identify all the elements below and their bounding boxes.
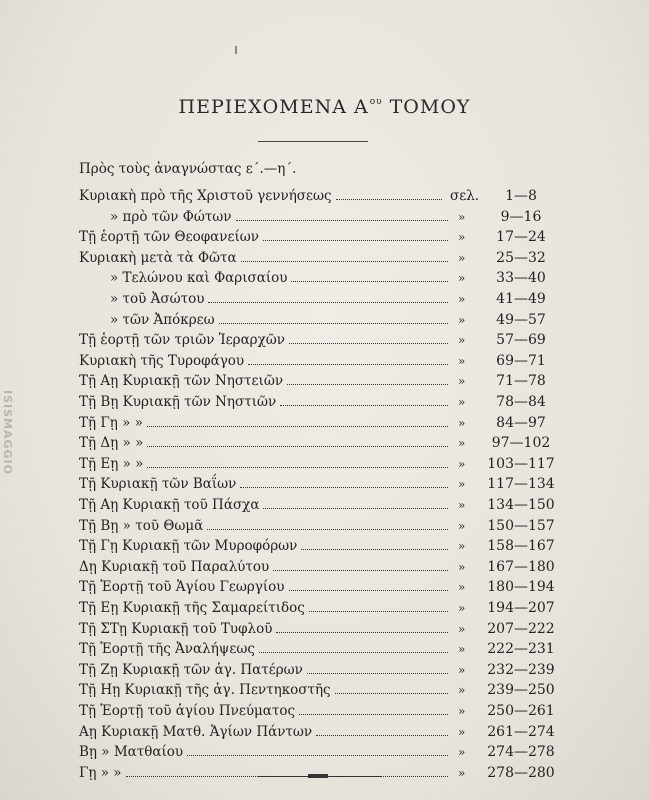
- ditto-mark: »: [458, 456, 466, 471]
- toc-entry: [0, 474, 649, 494]
- dot-leader: [241, 261, 448, 262]
- dot-leader: [276, 632, 448, 633]
- toc-entry: [0, 413, 649, 433]
- ditto-mark: »: [458, 333, 466, 348]
- page-range: 17—24: [496, 229, 546, 246]
- page-range: 33—40: [496, 270, 546, 287]
- ditto-mark: »: [458, 539, 466, 554]
- dot-leader: [248, 364, 448, 365]
- page-range: 97—102: [491, 435, 551, 452]
- toc-entry-title: Τῇ Αῃ Κυριακῇ τῶν Νηστειῶν: [79, 373, 284, 390]
- toc-entry-title: Τῇ Εῃ » »: [79, 455, 144, 472]
- dot-leader: [236, 220, 448, 221]
- title-main: ΠΕΡΙΕΧΟΜΕΝΑ Α: [178, 96, 369, 118]
- page-range: 25—32: [496, 249, 546, 266]
- toc-entry: [0, 536, 649, 556]
- page-range: 261—274: [487, 723, 555, 740]
- ditto-mark: »: [458, 683, 466, 698]
- page-range: 117—134: [487, 476, 555, 493]
- toc-entry: [0, 248, 649, 268]
- toc-entry: [0, 454, 649, 474]
- ditto-mark: »: [458, 580, 466, 595]
- dot-leader: [147, 467, 448, 468]
- toc-entry-title: » πρὸ τῶν Φώτων: [110, 208, 232, 225]
- dot-leader: [147, 446, 448, 447]
- page-range: 78—84: [496, 394, 546, 410]
- toc-entry-title: » Τελώνου καὶ Φαρισαίου: [110, 270, 288, 287]
- dot-leader: [307, 673, 448, 674]
- dot-leader: [316, 735, 448, 736]
- page-range: 180—194: [487, 579, 555, 596]
- toc-entry-title: Τῇ Ἑορτῇ τῆς Ἀναλήψεως: [79, 641, 255, 658]
- toc-entry: [0, 207, 649, 227]
- dot-leader: [240, 487, 448, 488]
- ditto-mark: »: [458, 642, 466, 657]
- toc-entry: [0, 268, 649, 288]
- dot-leader: [280, 405, 448, 406]
- ditto-mark: »: [458, 292, 466, 306]
- dot-leader: [147, 426, 448, 427]
- toc-entry-title: Τῇ Ἑορτῇ τοῦ Ἁγίου Γεωργίου: [79, 579, 285, 596]
- toc-entry-title: Γῃ » »: [79, 764, 122, 781]
- dot-leader: [263, 508, 448, 509]
- toc-entry: [0, 289, 649, 309]
- toc-entry-title: Δῃ Κυριακῇ τοῦ Παραλύτου: [79, 558, 270, 575]
- page-range: 103—117: [487, 455, 555, 472]
- ditto-mark: »: [458, 395, 466, 409]
- library-stamp: ISISMAGGIO: [1, 390, 14, 475]
- bottom-ornament-center: [308, 774, 328, 778]
- dot-leader: [273, 570, 448, 571]
- dot-leader: [301, 549, 448, 550]
- ditto-mark: »: [458, 662, 466, 677]
- toc-entry: [0, 660, 649, 680]
- page-range: 232—239: [487, 661, 555, 678]
- toc-entry: [0, 330, 649, 350]
- page-range: 1—8: [505, 188, 537, 204]
- toc-entry-title: Τῇ Βῃ » τοῦ Θωμᾶ: [79, 517, 204, 534]
- toc-entry: [0, 763, 649, 783]
- toc-entry-title: Κυριακὴ τῆς Τυροφάγου: [79, 352, 245, 369]
- toc-entry-title: Τῇ Εῃ Κυριακῇ τῆς Σαμαρείτιδος: [79, 600, 305, 616]
- page-range: 71—78: [496, 373, 546, 390]
- toc-entry-title: Τῇ Δῃ » »: [79, 435, 144, 452]
- toc-entry-title: » τῶν Ἀπόκρεω: [110, 311, 215, 328]
- ditto-mark: »: [458, 209, 466, 224]
- page-range: 167—180: [487, 558, 555, 575]
- dot-leader: [208, 302, 448, 303]
- ditto-mark: »: [458, 250, 466, 265]
- dot-leader: [263, 240, 448, 241]
- toc-entry-title: Κυριακὴ μετὰ τὰ Φῶτα: [79, 249, 237, 266]
- page-range: 274—278: [487, 744, 555, 761]
- toc-entry: [0, 598, 649, 618]
- ditto-mark: »: [458, 271, 466, 286]
- toc-entry-title: Βῃ » Ματθαίου: [79, 744, 184, 761]
- ditto-mark: »: [458, 436, 466, 451]
- toc-entry-title: Τῇ Γῃ » »: [79, 414, 143, 431]
- ditto-mark: »: [458, 724, 466, 739]
- toc-entry: [0, 742, 649, 762]
- toc-entry-title: Αῃ Κυριακῇ Ματθ. Ἁγίων Πάντων: [79, 723, 313, 740]
- ditto-mark: »: [458, 621, 466, 636]
- dot-leader: [336, 199, 442, 200]
- dot-leader: [299, 714, 448, 715]
- page-range: 207—222: [487, 620, 555, 637]
- toc-entry-title: » τοῦ Ἀσώτου: [110, 291, 205, 307]
- page-range: 278—280: [487, 764, 555, 781]
- dot-leader: [309, 611, 448, 612]
- dot-leader: [259, 652, 448, 653]
- page-range: 134—150: [487, 497, 555, 513]
- page-range: 150—157: [487, 517, 555, 534]
- ditto-mark: »: [458, 374, 466, 389]
- page-range: 41—49: [496, 291, 546, 307]
- toc-entry-title: Τῇ Αῃ Κυριακῇ τοῦ Πάσχα: [79, 497, 260, 513]
- toc-entry: [0, 433, 649, 453]
- page-range: 69—71: [496, 352, 546, 369]
- toc-entry: [0, 227, 649, 247]
- dot-leader: [187, 755, 448, 756]
- ditto-mark: »: [458, 312, 466, 327]
- page-range: 49—57: [496, 311, 546, 328]
- toc-entry-title: Τῇ Ἑορτῇ τοῦ ἁγίου Πνεύματος: [79, 703, 296, 719]
- page-range: 57—69: [496, 332, 546, 349]
- page-range: 239—250: [487, 682, 555, 699]
- toc-entry: [0, 577, 649, 597]
- toc-entry-title: Τῇ ΣΤῃ Κυριακῇ τοῦ Τυφλοῦ: [79, 620, 273, 637]
- toc-entry: [0, 619, 649, 639]
- dot-leader: [289, 590, 448, 591]
- ditto-mark: »: [458, 230, 466, 245]
- toc-entry-title: Τῇ Γῃ Κυριακῇ τῶν Μυροφόρων: [79, 538, 298, 555]
- toc-entry: [0, 495, 649, 515]
- toc-entry: [0, 701, 649, 721]
- toc-entry-title: Τῇ Κυριακῇ τῶν Βαΐων: [79, 476, 237, 493]
- title-end: ΤΟΜΟΥ: [382, 96, 471, 118]
- ditto-mark: »: [458, 498, 466, 512]
- toc-entry: [0, 516, 649, 536]
- ditto-mark: »: [458, 415, 466, 430]
- dot-leader: [287, 384, 448, 385]
- page-range: 222—231: [487, 641, 555, 658]
- toc-entry-title: Κυριακὴ πρὸ τῆς Χριστοῦ γεννήσεως: [79, 188, 332, 204]
- ditto-mark: »: [458, 765, 466, 780]
- page-range: 158—167: [487, 538, 555, 555]
- toc-entry-title: Τῇ Ηῃ Κυριακῇ τῆς ἁγ. Πεντηκοστῆς: [79, 682, 331, 699]
- dot-leader: [335, 693, 448, 694]
- ditto-mark: »: [458, 353, 466, 368]
- ditto-mark: »: [458, 704, 466, 718]
- toc-entry: [0, 351, 649, 371]
- toc-entry: [0, 392, 649, 412]
- ditto-mark: »: [458, 518, 466, 533]
- toc-entry: [0, 310, 649, 330]
- dot-leader: [291, 281, 448, 282]
- dot-leader: [207, 529, 448, 530]
- toc-entry: [0, 639, 649, 659]
- page-range: 194—207: [487, 600, 555, 616]
- dot-leader: [219, 323, 448, 324]
- page-range: 250—261: [487, 703, 555, 719]
- toc-entry-title: Τῇ Βῃ Κυριακῇ τῶν Νηστιῶν: [79, 394, 277, 410]
- title-superscript: ου: [369, 96, 383, 107]
- toc-entry: [0, 722, 649, 742]
- toc-entry-title: Τῇ ἑορτῇ τῶν τριῶν Ἱεραρχῶν: [79, 332, 286, 349]
- page-range: 84—97: [496, 414, 546, 431]
- ditto-mark: »: [458, 559, 466, 574]
- dot-leader: [289, 343, 448, 344]
- toc-entry-title: Τῇ Ζῃ Κυριακῇ τῶν ἁγ. Πατέρων: [79, 661, 303, 678]
- toc-entry: [0, 557, 649, 577]
- toc-entry: [0, 186, 649, 206]
- toc-entry-title: Τῇ ἑορτῇ τῶν Θεοφανείων: [79, 229, 259, 246]
- page-range: 9—16: [500, 208, 542, 225]
- toc-entry: [0, 371, 649, 391]
- toc-entry: [0, 680, 649, 700]
- ditto-mark: »: [458, 745, 466, 760]
- page-abbrev: σελ.: [450, 188, 480, 204]
- ditto-mark: »: [458, 477, 466, 492]
- intro-line: Πρὸς τοὺς ἀναγνώστας ε΄.—η΄.: [79, 161, 297, 177]
- ditto-mark: »: [458, 601, 466, 615]
